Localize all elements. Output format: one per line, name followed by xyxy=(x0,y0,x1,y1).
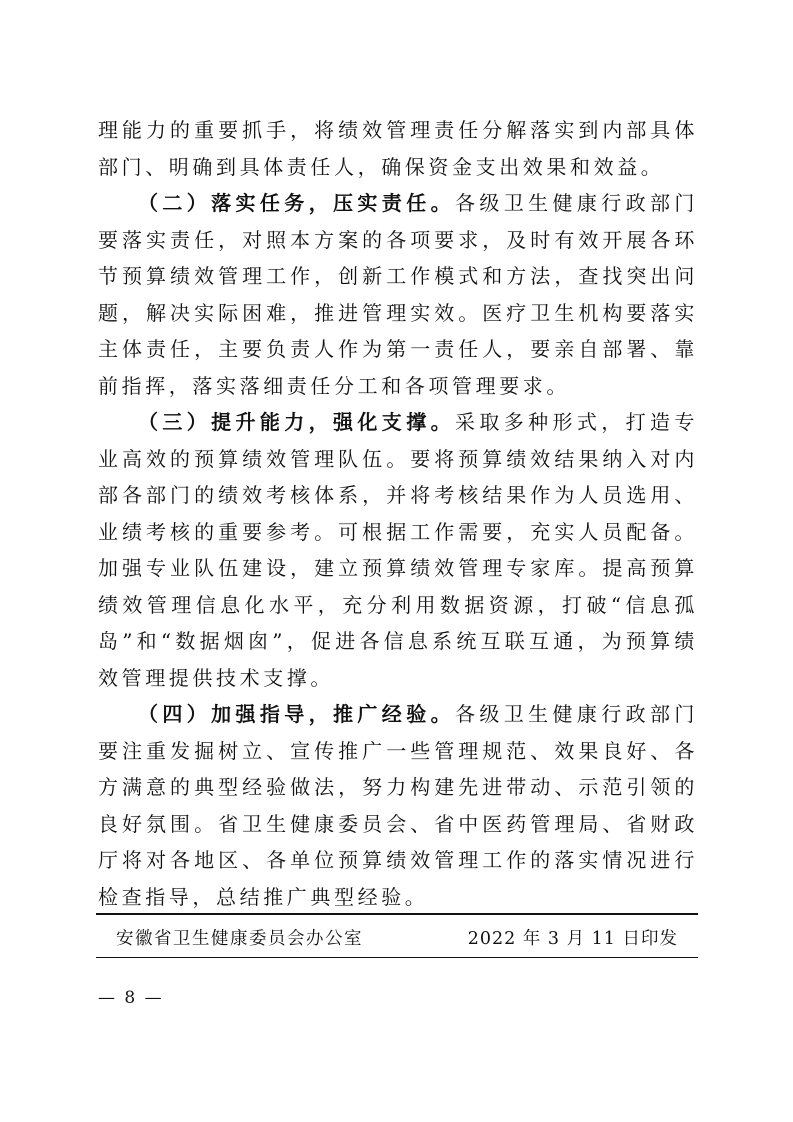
footer-bottom-rule xyxy=(96,957,698,958)
paragraph-section-3 xyxy=(98,404,698,696)
section-heading: （三）提升能力，强化支撑。 xyxy=(138,410,455,434)
paragraph-section-2 xyxy=(98,185,698,404)
issue-date: 2022 年 3 月 11 日印发 xyxy=(467,929,678,949)
section-heading: （四）加强指导，推广经验。 xyxy=(138,702,455,726)
paragraph-text: 理能力的重要抓手，将绩效管理责任分解落实到内部具体部门、明确到具体责任人，确保资金支出效果和效益。 xyxy=(98,118,698,179)
paragraph-text: 采取多种形式，打造专业高效的预算绩效管理队伍。要将预算绩效结果纳入对内部各部门的绩效考核体系，并将考核结果作为人员选用、业绩考核的重要参考。可根据工作需要，充实人员配备。加强专业队伍建设，建立预算绩效管理专家库。提高预算绩效管理信息化水平，充分利用数据资源，打破“信息孤岛”和“数据烟囱”，促进各信息系统互联互通，为预算绩效管理提供技术支撑。 xyxy=(98,410,698,690)
paragraph-text: 各级卫生健康行政部门要注重发掘树立、宣传推广一些管理规范、效果良好、各方满意的典型经验做法，努力构建先进带动、示范引领的良好氛围。省卫生健康委员会、省中医药管理局、省财政厅将对各地区、各单位预算绩效管理工作的落实情况进行检查指导，总结推广典型经验。 xyxy=(98,702,698,909)
section-heading: （二）落实任务，压实责任。 xyxy=(138,191,455,215)
document-body xyxy=(98,112,698,915)
issuing-office: 安徽省卫生健康委员会办公室 xyxy=(116,929,363,949)
paragraph-section-4 xyxy=(98,696,698,915)
footer-top-rule xyxy=(96,913,698,915)
page-number: — 8 — xyxy=(98,988,164,1008)
paragraph-continuation xyxy=(98,112,698,185)
paragraph-text: 各级卫生健康行政部门要落实责任，对照本方案的各项要求，及时有效开展各环节预算绩效管理工作，创新工作模式和方法，查找突出问题，解决实际困难，推进管理实效。医疗卫生机构要落实主体责任，主要负责人作为第一责任人，要亲自部署、靠前指挥，落实落细责任分工和各项管理要求。 xyxy=(98,191,698,398)
